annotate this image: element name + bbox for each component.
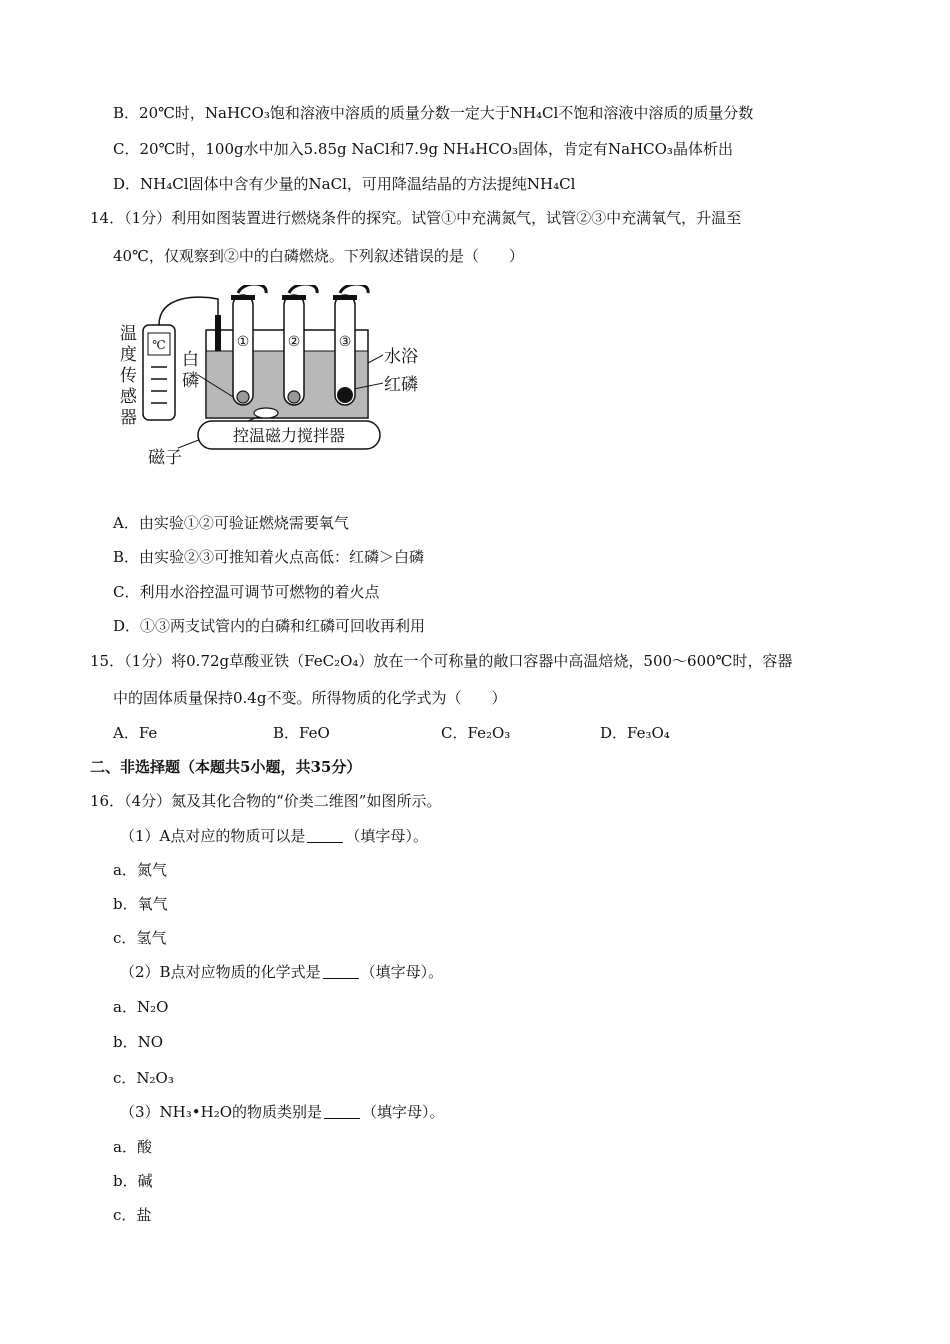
q16-p1-option-c: c．氢气 (113, 929, 167, 947)
sensor-display: ℃ (152, 338, 166, 352)
red-phosphorus-label: 红磷 (384, 375, 418, 395)
q14-option-a: A．由实验①②可验证燃烧需要氧气 (113, 514, 349, 532)
answer-blank (324, 1104, 360, 1119)
q16-p3-option-c: c．盐 (113, 1206, 152, 1224)
q16-p2-option-c: c．N₂O₃ (113, 1069, 174, 1087)
q16-p3-option-a: a．酸 (113, 1138, 152, 1156)
q16-part1: （1）A点对应的物质可以是 （填字母）。 (120, 827, 428, 845)
q16-p2-option-a: a．N₂O (113, 998, 169, 1016)
water-bath-label: 水浴 (384, 347, 418, 367)
tube3-number: ③ (338, 334, 352, 350)
q14-option-b: B．由实验②③可推知着火点高低：红磷＞白磷 (113, 548, 425, 566)
tube1-number: ① (236, 334, 250, 350)
q14-stem-line1: 14．（1分）利用如图装置进行燃烧条件的探究。试管①中充满氮气，试管②③中充满氧气，升温至 (90, 209, 742, 227)
q14-stem-line2: 40℃，仅观察到②中的白磷燃烧。下列叙述错误的是（ ） (113, 247, 524, 265)
q15-option-d: D．Fe₃O₄ (600, 724, 670, 742)
q15-option-b: B．FeO (273, 724, 330, 742)
temperature-sensor (143, 325, 175, 420)
q13-option-c: C．20℃时，100g水中加入5.85g NaCl和7.9g NH₄HCO₃固体，肯定有NaHCO₃晶体析出 (113, 140, 733, 158)
q16-part2: （2）B点对应物质的化学式是 （填字母）。 (120, 963, 444, 981)
combustion-apparatus-diagram (118, 285, 418, 465)
answer-blank (323, 964, 359, 979)
q15-option-c: C．Fe₂O₃ (441, 724, 511, 742)
stirrer-label: 控温磁力搅拌器 (232, 426, 346, 445)
q16-part3: （3）NH₃•H₂O的物质类别是 （填字母）。 (120, 1103, 445, 1121)
magnet-label: 磁子 (148, 448, 182, 465)
tube2-number: ② (287, 334, 301, 350)
q16-p2-option-b: b．NO (113, 1033, 164, 1051)
q16-p1-option-a: a．氮气 (113, 861, 167, 879)
q13-option-b: B．20℃时，NaHCO₃饱和溶液中溶质的质量分数一定大于NH₄Cl不饱和溶液中溶质的质量分数 (113, 104, 754, 122)
q13-option-d: D．NH₄Cl固体中含有少量的NaCl，可用降温结晶的方法提纯NH₄Cl (113, 175, 576, 193)
q15-stem-line1: 15．（1分）将0.72g草酸亚铁（FeC₂O₄）放在一个可称量的敞口容器中高温焙烧，500～600℃时，容器 (90, 652, 793, 670)
q15-stem-line2: 中的固体质量保持0.4g不变。所得物质的化学式为（ ） (113, 689, 507, 707)
q15-option-a: A．Fe (113, 724, 158, 742)
answer-blank (307, 828, 343, 843)
q16-p1-option-b: b．氧气 (113, 895, 168, 913)
white-phosphorus-label: 白磷 (182, 350, 199, 391)
section2-title: 二、非选择题（本题共5小题，共35分） (90, 758, 362, 776)
q16-p3-option-b: b．碱 (113, 1172, 153, 1190)
q14-option-c: C．利用水浴控温可调节可燃物的着火点 (113, 583, 380, 601)
q16-stem: 16．（4分）氮及其化合物的“价类二维图”如图所示。 (90, 792, 442, 810)
sensor-label: 温度传感器 (120, 324, 137, 428)
q14-option-d: D．①③两支试管内的白磷和红磷可回收再利用 (113, 617, 426, 635)
